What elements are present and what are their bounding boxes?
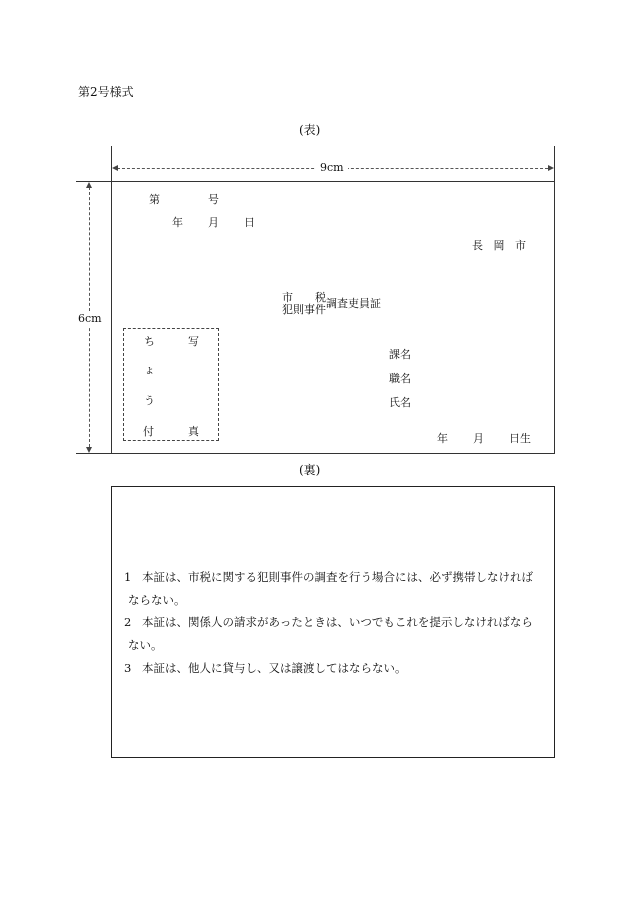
- note-text: 本証は、関係人の請求があったときは、いつでもこれを提示しなければなら: [142, 615, 533, 629]
- certificate-title-bottom: 犯則事件: [282, 303, 326, 316]
- back-heading: (裏): [299, 463, 321, 477]
- issue-date-month: 月: [208, 216, 219, 229]
- note-text: 本証は、市税に関する犯則事件の調査を行う場合には、必ず携帯しなければ: [142, 570, 533, 584]
- form-title: 第2号様式: [78, 85, 134, 99]
- note-number: 2: [124, 615, 132, 629]
- front-heading: (表): [299, 123, 321, 137]
- photo-char: 真: [188, 425, 199, 438]
- note-text-cont: ない。: [128, 638, 163, 652]
- photo-char: 写: [188, 335, 199, 348]
- issuer-name: 長 岡 市: [472, 239, 528, 252]
- photo-char: う: [144, 394, 155, 407]
- field-section: 課名: [389, 348, 411, 361]
- note-text: 本証は、他人に貸与し、又は譲渡してはならない。: [142, 661, 407, 675]
- photo-char: ょ: [144, 363, 155, 376]
- certificate-title-top: 市 税: [282, 291, 326, 304]
- photo-box: [123, 328, 219, 441]
- number-go: 号: [208, 193, 219, 206]
- field-position: 職名: [389, 372, 411, 385]
- width-dimension-label: 9cm: [316, 162, 348, 173]
- photo-char: ち: [144, 335, 155, 348]
- number-dai: 第: [149, 193, 160, 206]
- height-dimension-label: 6cm: [78, 312, 102, 325]
- note-text-cont: ならない。: [128, 593, 186, 607]
- photo-char: 付: [143, 425, 154, 438]
- issue-date-year: 年: [172, 216, 183, 229]
- birth-month: 月: [473, 432, 484, 445]
- field-name: 氏名: [389, 396, 411, 409]
- note-number: 3: [124, 661, 132, 675]
- birth-day: 日生: [509, 432, 531, 445]
- issue-date-day: 日: [244, 216, 255, 229]
- note-number: 1: [124, 570, 132, 584]
- certificate-title-suffix: 調査吏員証: [326, 297, 381, 310]
- birth-year: 年: [437, 432, 448, 445]
